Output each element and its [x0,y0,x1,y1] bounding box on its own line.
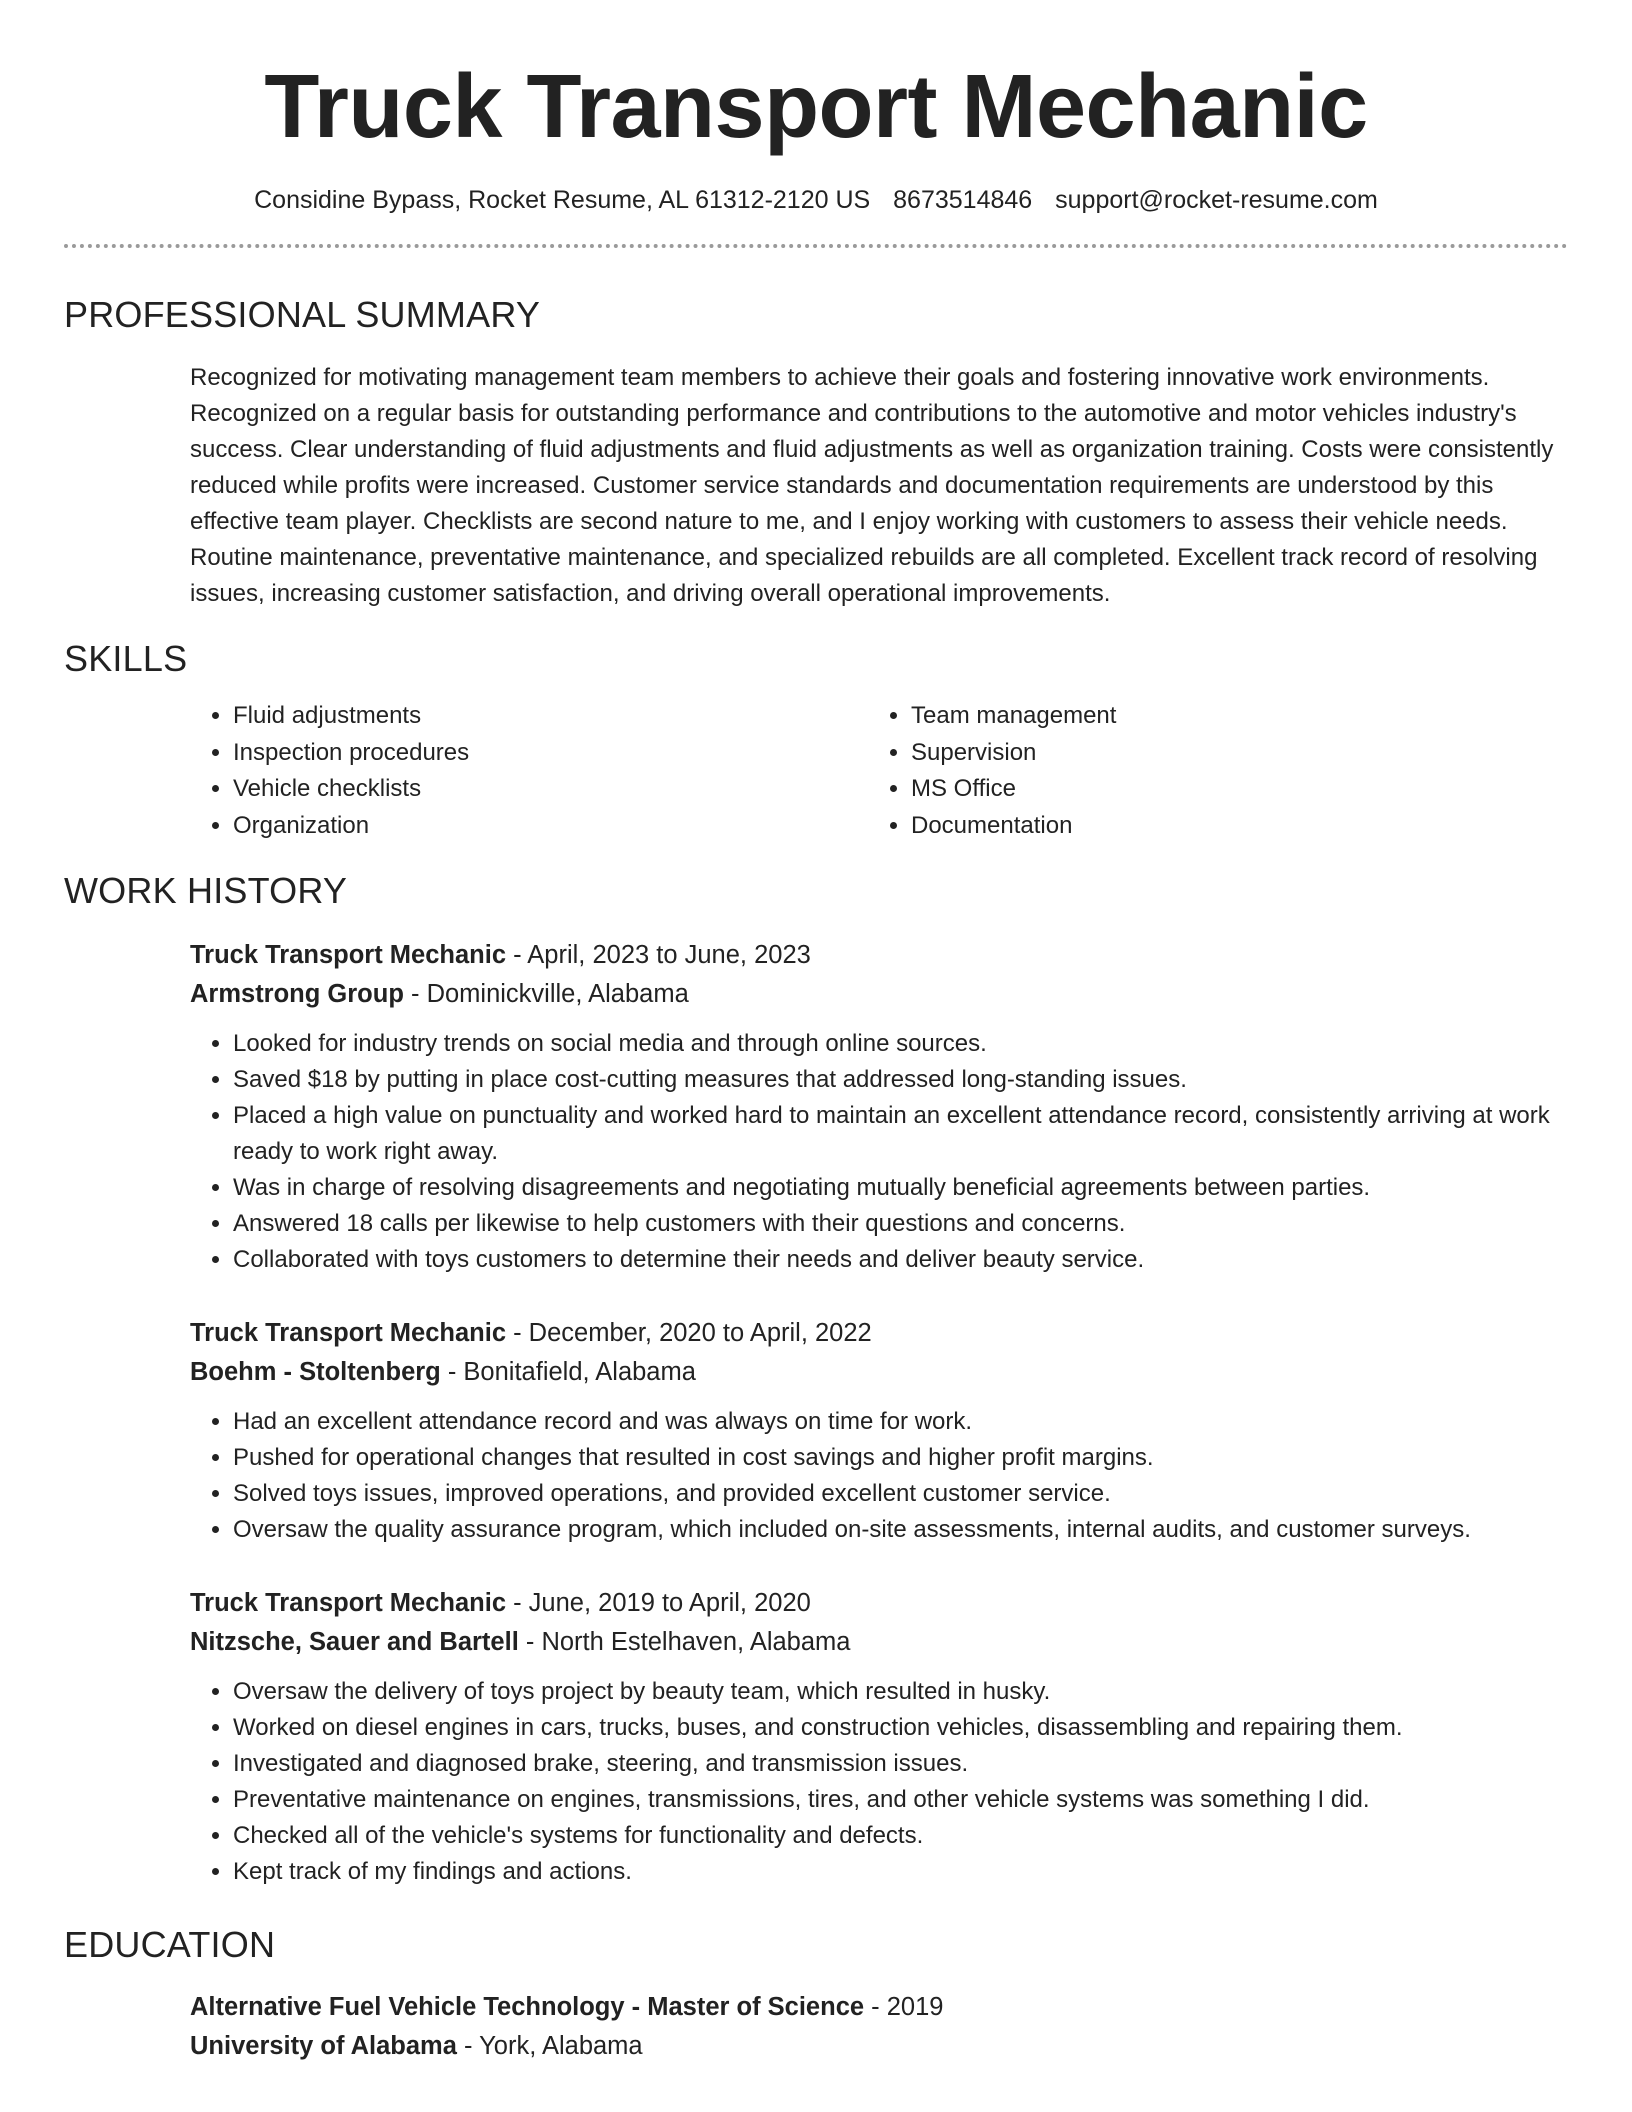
job-title-line [190,1314,1568,1353]
education-year: - 2019 [864,1993,944,2021]
contact-line [64,184,1568,216]
job-title: Truck Transport Mechanic [190,941,507,969]
job-bullet: • Saved $18 by putting in place cost-cutting measures that addressed long-standing issues. [233,1062,1568,1098]
contact-phone: 8673514846 [893,186,1033,214]
job-company-line [190,1353,1568,1392]
job-title: Truck Transport Mechanic [190,1589,507,1617]
education-location: - York, Alabama [456,2032,643,2060]
skill-item: • Fluid adjustments [233,698,868,735]
header-divider [64,244,1568,248]
job-bullet: • Looked for industry trends on social media and through online sources. [233,1026,1568,1062]
job-location: - Dominickville, Alabama [403,980,689,1008]
job-dates: - April, 2023 to June, 2023 [506,941,811,969]
skill-item: • Documentation [911,808,1546,845]
resume-title: Truck Transport Mechanic [264,57,1368,157]
job-bullet: • Kept track of my findings and actions. [233,1854,1568,1890]
job-bullet: • Collaborated with toys customers to determine their needs and deliver beauty service. [233,1242,1568,1278]
job-bullet: • Was in charge of resolving disagreements and negotiating mutually beneficial agreements between parties. [233,1170,1568,1206]
job-bullets [190,1404,1568,1548]
skill-item: • Organization [233,808,868,845]
job-company-line [190,1623,1568,1662]
education-school: University of Alabama [190,2032,457,2060]
job-title-line [190,1584,1568,1623]
job-location: - Bonitafield, Alabama [440,1358,696,1386]
education-degree-line [190,1988,1568,2027]
job-entry [190,1584,1568,1890]
job-dates: - December, 2020 to April, 2022 [506,1319,872,1347]
skills-column-right [868,698,1546,844]
skill-item: • Supervision [911,735,1546,772]
section-heading-work-history: WORK HISTORY [64,870,348,911]
job-entry [190,936,1568,1278]
job-bullet: • Worked on diesel engines in cars, trucks, buses, and construction vehicles, disassembling and repairing them. [233,1710,1568,1746]
job-company: Armstrong Group [190,980,404,1008]
job-bullet: • Oversaw the delivery of toys project by beauty team, which resulted in husky. [233,1674,1568,1710]
job-location: - North Estelhaven, Alabama [518,1628,851,1656]
skill-item: • Inspection procedures [233,735,868,772]
job-bullet: • Answered 18 calls per likewise to help customers with their questions and concerns. [233,1206,1568,1242]
job-company: Boehm - Stoltenberg [190,1358,441,1386]
skill-item: • MS Office [911,771,1546,808]
job-bullet: • Solved toys issues, improved operations, and provided excellent customer service. [233,1476,1568,1512]
summary-text: Recognized for motivating management team members to achieve their goals and fostering innovative work environments. Recognized on a regular basis for outstanding performance and contributions to the automotive and motor vehicles industry's success. Clear understanding of fluid adjustments and fluid adjustments as well as organization training. Costs were consistently reduced while profits were increased. Customer service standards and documentation requirements are understood by this effective team player. Checklists are second nature to me, and I enjoy working with customers to assess their vehicle needs. Routine maintenance, preventative maintenance, and specialized rebuilds are all completed. Excellent track record of resolving issues, increasing customer satisfaction, and driving overall operational improvements. [190,364,1554,607]
skills-column-left [190,698,868,844]
job-bullet: • Preventative maintenance on engines, transmissions, tires, and other vehicle systems was something I did. [233,1782,1568,1818]
skill-item: • Vehicle checklists [233,771,868,808]
contact-email: support@rocket-resume.com [1055,186,1378,214]
job-company-line [190,975,1568,1014]
education-school-line [190,2027,1568,2066]
job-bullets [190,1674,1568,1890]
job-title-line [190,936,1568,975]
job-bullets [190,1026,1568,1278]
job-bullet: • Placed a high value on punctuality and worked hard to maintain an excellent attendance record, consistently arriving at work ready to work right away. [233,1098,1568,1170]
job-bullet: • Checked all of the vehicle's systems for functionality and defects. [233,1818,1568,1854]
job-bullet: • Had an excellent attendance record and was always on time for work. [233,1404,1568,1440]
job-bullet: • Investigated and diagnosed brake, steering, and transmission issues. [233,1746,1568,1782]
section-heading-summary: PROFESSIONAL SUMMARY [64,294,541,335]
job-bullet: • Pushed for operational changes that resulted in cost savings and higher profit margins. [233,1440,1568,1476]
job-company: Nitzsche, Sauer and Bartell [190,1628,519,1656]
skill-item: • Team management [911,698,1546,735]
education-degree: Alternative Fuel Vehicle Technology - Master of Science [190,1993,865,2021]
job-dates: - June, 2019 to April, 2020 [506,1589,811,1617]
contact-address: Considine Bypass, Rocket Resume, AL 61312-2120 US [254,186,871,214]
job-title: Truck Transport Mechanic [190,1319,507,1347]
skills-list [190,698,1568,844]
section-heading-skills: SKILLS [64,638,188,679]
section-heading-education: EDUCATION [64,1924,276,1965]
job-entry [190,1314,1568,1548]
job-bullet: • Oversaw the quality assurance program, which included on-site assessments, internal audits, and customer surveys. [233,1512,1568,1548]
education-entry [190,1988,1568,2066]
